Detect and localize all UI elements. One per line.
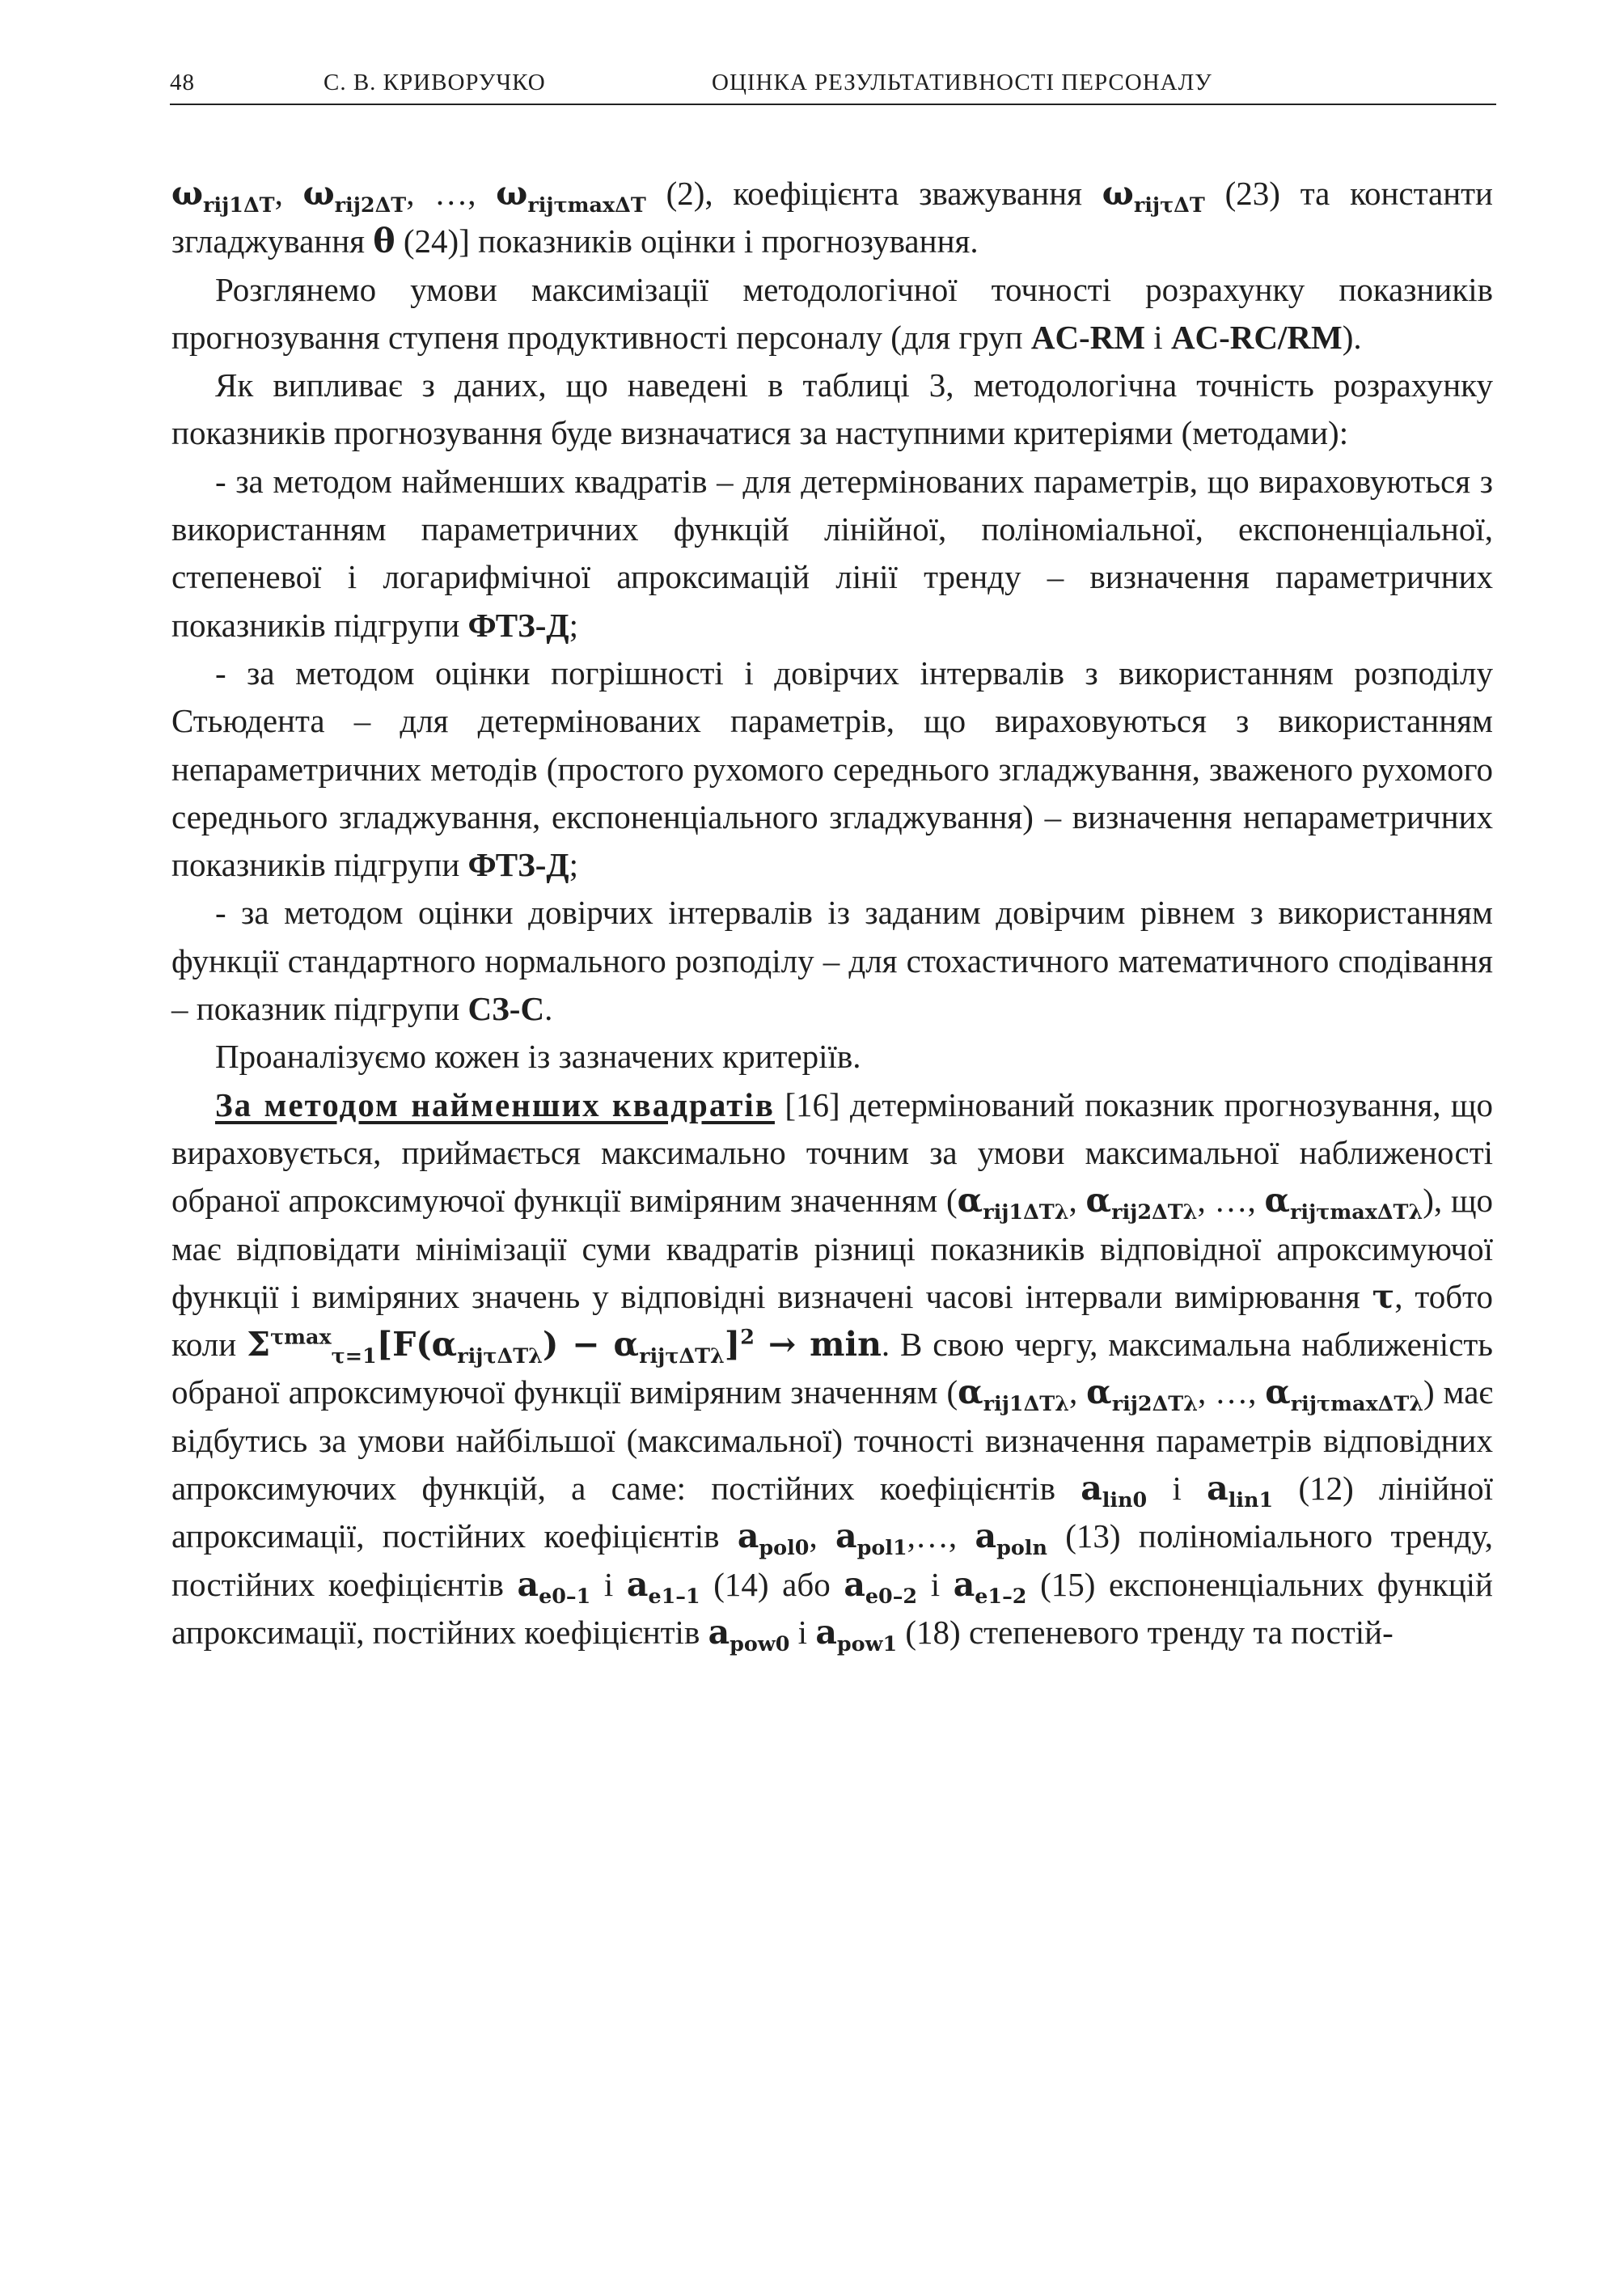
paragraph-least-squares-method: За методом найменших квадратів [16] детермінований показник прогнозування, що вираховується, приймається максимально точним за умови максимальної наближеності обраної апроксимуючої функції виміряним значенням ($\alpha_{rij1\Delta T\lambda}$, $\alpha_{rij2\Delta T\lambda}$, …, $\alpha_{rij\tau max\Delta T\lambda}$), що має відповідати мінімізації суми квадратів різниці показників відповідної апроксимуючої функції і виміряних значень у відповідні визначені часові інтервали вимірювання τ, тобто коли $\Sigma^{\tau max}_{\tau=1}[F(\alpha_{rij\tau\Delta T\lambda}) - \alpha_{rij\tau\Delta T\lambda}]^2 \to \min$. В свою чергу, максимальна наближеність обраної апроксимуючої функції виміряним значенням ($\alpha_{rij1\Delta T\lambda}$, $\alpha_{rij2\Delta T\lambda}$, …, $\alpha_{rij\tau max\Delta T\lambda}$) має відбутись за умови найбільшої (максимальної) точності визначення параметрів відповідних апроксимуючих функцій, а саме: постійних коефіцієнтів $a_{lin0}$ і $a_{lin1}$ (12) лінійної апроксимації, постійних коефіцієнтів $a_{pol0}$, $a_{pol1},\dots$, $a_{poln}$ (13) поліноміального тренду, постійних коефіцієнтів $a_{e0-1}$ і $a_{e1-1}$ (14) або $a_{e0-2}$ і $a_{e1-2}$ (15) експоненціальних функцій апроксимації, постійних коефіцієнтів $a_{pow0}$ і $a_{pow1}$ (18) степеневого тренду та постій- — [171, 1085, 1494, 1656]
list-item-least-squares: - за методом найменших квадратів – для детермінованих параметрів, що вираховуються з використанням параметричних функцій лінійної, поліноміальної, експоненціальної, степеневої і логарифмічної апроксимацій лінії тренду – визначення параметричних показників підгрупи ФТЗ-Д; — [171, 462, 1493, 644]
paragraph-continuation: $\omega_{rij1\Delta T}$, $\omega_{rij2\Delta T}$, …, $\omega_{rij\tau max\Delta T}$ (2), коефіцієнта зважування $\omega_{rij\tau\Delta T}$ (23) та константи згладжування θ (24)] показників оцінки і прогнозування. — [171, 174, 1493, 261]
running-author: С. В. КРИВОРУЧКО — [324, 70, 546, 95]
paragraph-criteria-intro: Як випливає з даних, що наведені в таблиці 3, методологічна точність розрахунку показників прогнозування буде визначатися за наступними критеріями (методами): — [171, 366, 1493, 452]
sum-formula: $\Sigma^{\tau max}_{\tau=1}[F(\alpha_{rij\tau\Delta T\lambda}) - \alpha_{rij\tau\Delta T\lambda}]^2 \to \min$ — [247, 1324, 882, 1369]
running-title: ОЦІНКА РЕЗУЛЬТАТИВНОСТІ ПЕРСОНАЛУ — [712, 70, 1212, 95]
page-header — [170, 63, 1496, 105]
section-heading-least-squares: За методом найменших квадратів — [215, 1085, 775, 1123]
body-text — [171, 170, 1493, 1656]
list-item-normal-distribution: - за методом оцінки довірчих інтервалів із заданим довірчим рівнем з використанням функції стандартного нормального розподілу – для стохастичного математичного сподівання – показник підгрупи СЗ-С. — [171, 894, 1493, 1028]
paragraph-consider-conditions: Розглянемо умови максимізації методологічної точності розрахунку показників прогнозування ступеня продуктивності персоналу (для груп AC-RM і AC-RC/RM). — [171, 270, 1493, 356]
paragraph-analyze-each: Проаналізуємо кожен із зазначених критеріїв. — [215, 1038, 861, 1076]
page-number: 48 — [170, 70, 195, 95]
list-item-student-distribution: - за методом оцінки погрішності і довірчих інтервалів з використанням розподілу Стьюдента – для детермінованих параметрів, що вираховуються з використанням непараметричних методів (простого рухомого середнього згладжування, зваженого рухомого середнього згладжування, експоненціального згладжування) – визначення непараметричних показників підгрупи ФТЗ-Д; — [171, 654, 1493, 884]
